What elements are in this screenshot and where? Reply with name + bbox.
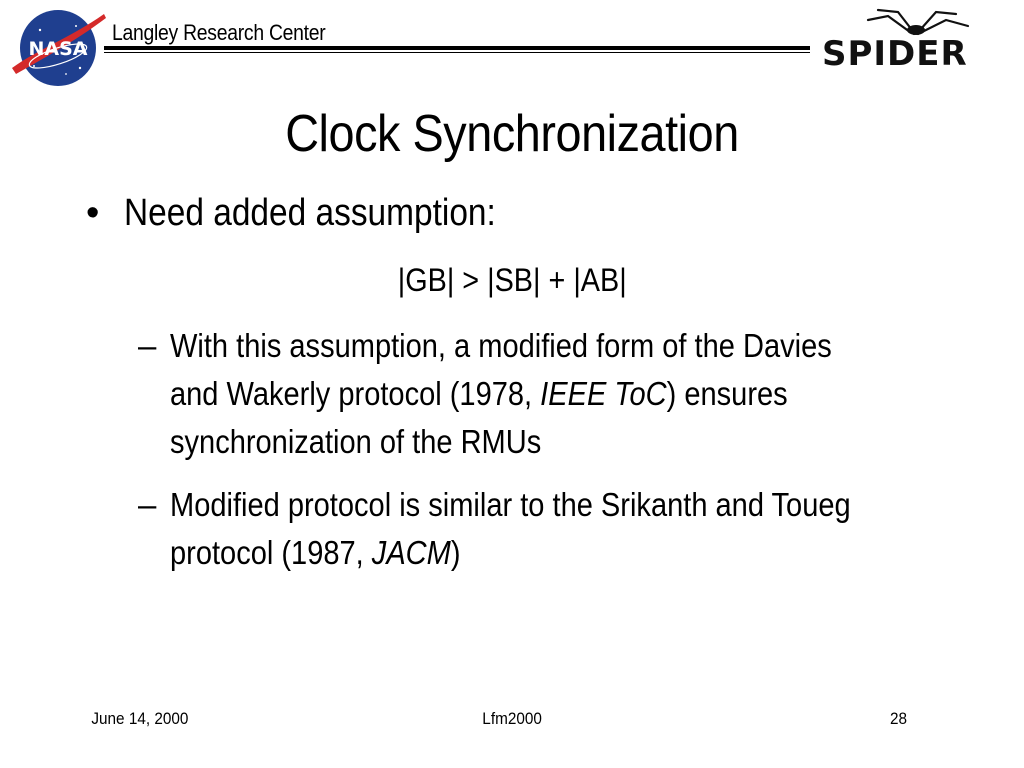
footer-date-text: June 14, 2000	[91, 709, 189, 728]
footer-event-text: Lfm2000	[482, 709, 542, 728]
sub-bullet-text	[170, 481, 851, 577]
formula-text: |GB| > |SB| + |AB|	[397, 262, 627, 298]
sub-bullet-line	[170, 370, 832, 418]
sub-bullet-line-text: protocol (1987,	[170, 534, 372, 571]
formula	[0, 262, 1024, 299]
bullet-marker: •	[86, 192, 100, 234]
sub-bullet-marker: –	[138, 327, 157, 364]
citation-venue: JACM	[371, 534, 451, 571]
sub-bullet-line-text: ) ensures	[666, 375, 788, 412]
sub-bullet-line: Modified protocol is similar to the Srikanth and Toueg	[170, 486, 851, 523]
sub-bullet-line-text: and Wakerly protocol (1978,	[170, 375, 541, 412]
bullet-text: Need added assumption:	[124, 192, 496, 234]
spider-logo-text: SPIDER	[822, 34, 968, 74]
sub-bullet-text	[170, 322, 832, 466]
nasa-logo-text: NASA	[28, 38, 88, 60]
sub-bullet-marker: –	[138, 486, 157, 523]
footer-event	[0, 709, 1024, 729]
footer-page-number	[889, 709, 908, 729]
footer-page-number-text: 28	[890, 709, 908, 728]
sub-bullet-line: With this assumption, a modified form of the Davies	[170, 327, 832, 364]
sub-bullet-line-text: )	[450, 534, 461, 571]
header-rule	[104, 46, 810, 50]
center-name: Langley Research Center	[112, 20, 326, 45]
sub-bullet-line: synchronization of the RMUs	[170, 423, 542, 460]
nasa-logo-icon	[10, 8, 106, 88]
sub-bullet-line	[170, 529, 851, 577]
slide-title: Clock Synchronization	[285, 105, 739, 163]
citation-venue: IEEE ToC	[540, 375, 667, 412]
header-rule-thin	[104, 52, 810, 53]
